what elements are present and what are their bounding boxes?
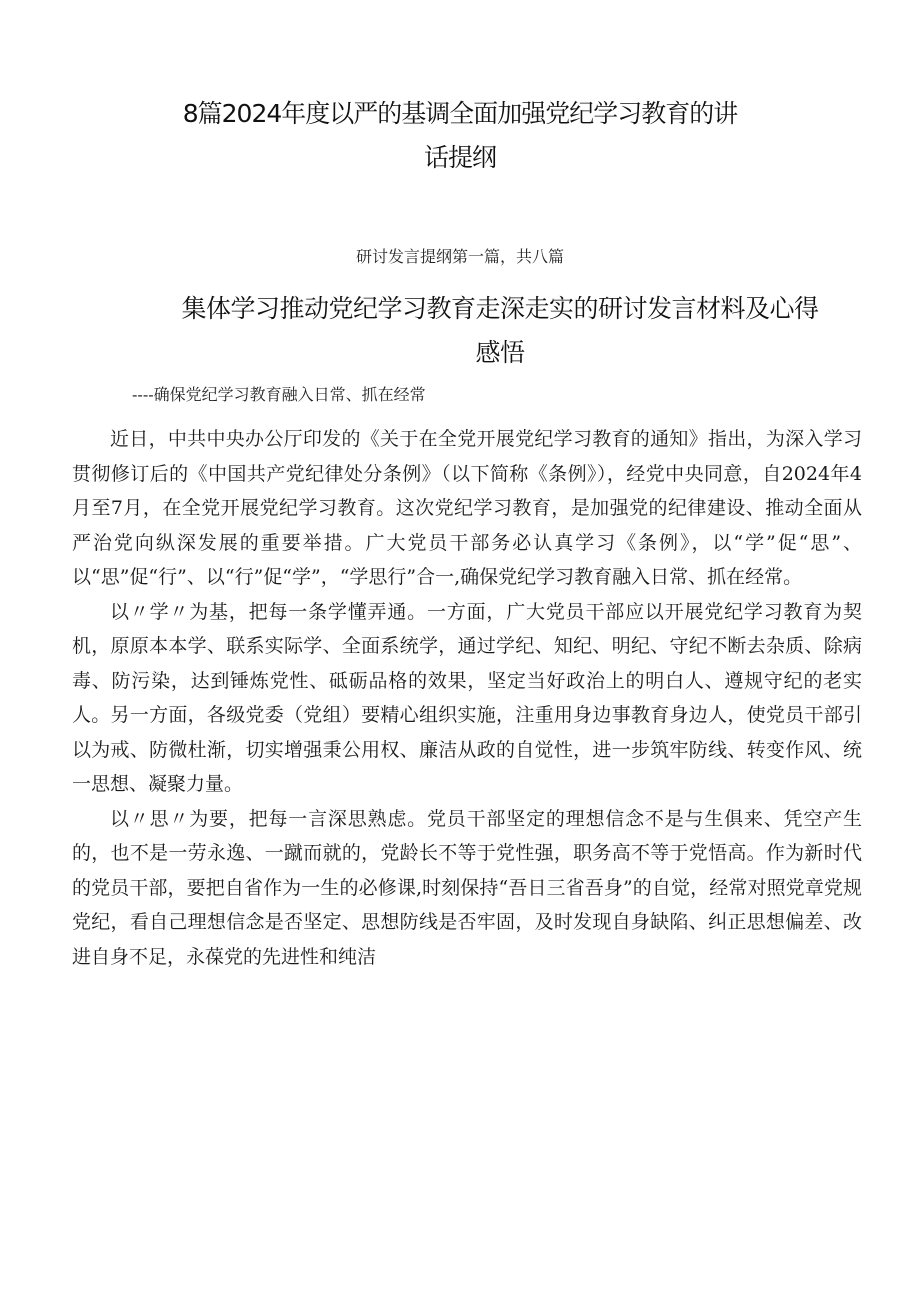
article-tagline: ----确保党纪学习教育融入日常、抓在经常 bbox=[132, 385, 426, 404]
document-title-line-1: 8篇2024年度以严的基调全面加强党纪学习教育的讲 bbox=[182, 99, 738, 128]
article-title-line-1: 集体学习推动党纪学习教育走深走实的研讨发言材料及心得 bbox=[181, 294, 819, 323]
body-paragraph-1: 近日，中共中央办公厅印发的《关于在全党开展党纪学习教育的通知》指出，为深入学习贯彻修订后的《中国共产党纪律处分条例》（以下简称《条例》），经党中央同意，自2024年4月至7月，在全党开展党纪学习教育。这次党纪学习教育，是加强党的纪律建设、推动全面从严治党向纵深发展的重要举措。广大党员干部务必认真学习《条例》，以“学”促“思”、以“思”促“行”、以“行”促“学”，“学思行”合一,确保党纪学习教育融入日常、抓在经常。 bbox=[72, 428, 862, 588]
article-title bbox=[120, 287, 880, 375]
article-title-line-2: 感悟 bbox=[475, 338, 525, 367]
document-title bbox=[0, 92, 920, 180]
body-paragraph-2: 以〃学〃为基，把每一条学懂弄通。一方面，广大党员干部应以开展党纪学习教育为契机，原原本本学、联系实际学、全面系统学，通过学纪、知纪、明纪、守纪不断去杂质、除病毒、防污染，达到锤炼党性、砥砺品格的效果，坚定当好政治上的明白人、遵规守纪的老实人。另一方面，各级党委（党组）要精心组织实施，注重用身边事教育身边人，使党员干部引以为戒、防微杜渐，切实增强秉公用权、廉洁从政的自觉性，进一步筑牢防线、转变作风、统一思想、凝聚力量。 bbox=[72, 600, 862, 795]
body-paragraph-3: 以〃思〃为要，把每一言深思熟虑。党员干部坚定的理想信念不是与生俱来、凭空产生的，也不是一劳永逸、一蹴而就的，党龄长不等于党性强，职务高不等于党悟高。作为新时代的党员干部，要把自省作为一生的必修课,时刻保持“吾日三省吾身”的自觉，经常对照党章党规党纪，看自己理想信念是否坚定、思想防线是否牢固，及时发现自身缺陷、纠正思想偏差、改进自身不足，永葆党的先进性和纯洁 bbox=[72, 807, 862, 968]
document-title-line-2: 话提纲 bbox=[423, 143, 496, 172]
article-body bbox=[72, 422, 862, 974]
section-subheading: 研讨发言提纲第一篇，共八篇 bbox=[355, 247, 564, 266]
